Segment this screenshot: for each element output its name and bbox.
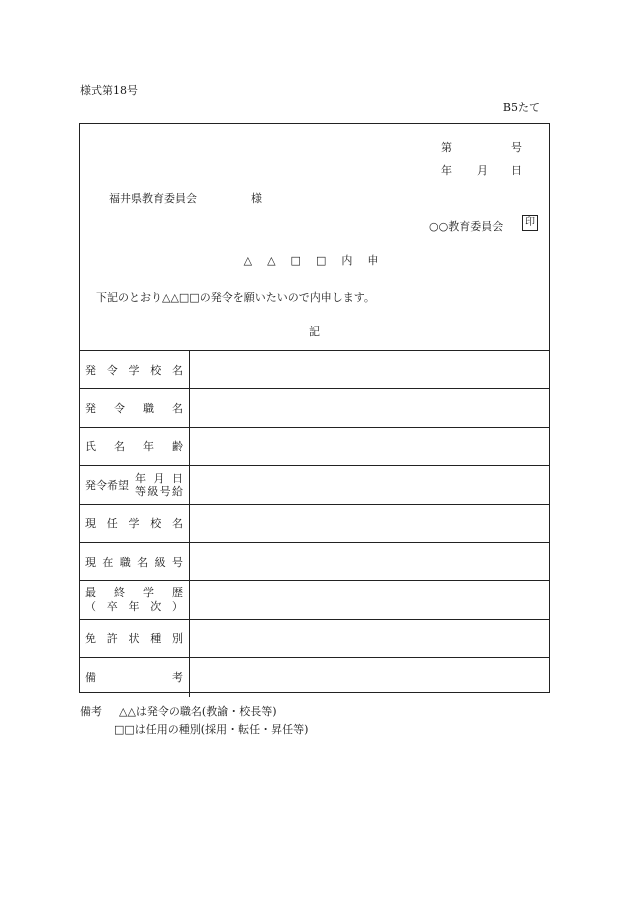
row-value[interactable] [190, 658, 549, 696]
row-value[interactable] [190, 466, 549, 503]
row-value[interactable] [190, 351, 549, 388]
row-label: 免 許 状 種 別 [85, 632, 183, 646]
table-row [80, 658, 549, 696]
seal-stamp: 印 [522, 215, 538, 231]
row-label-line2: （ 卒 年 次 ） [85, 600, 183, 614]
row-label [85, 472, 183, 498]
row-value[interactable] [190, 505, 549, 542]
honorific: 様 [251, 192, 262, 205]
table-row [80, 543, 549, 581]
notes-heading: 備考 [80, 705, 102, 718]
table-row [80, 620, 549, 658]
form-table [80, 351, 549, 697]
row-label-line1: 最 終 学 歴 [85, 586, 183, 600]
row-label-sub2: 等 級 号 給 [135, 484, 183, 498]
year-label: 年 [441, 164, 452, 177]
form-header [80, 124, 549, 351]
row-label: 備 考 [85, 671, 183, 685]
row-label-sub1: 年 月 日 [135, 471, 183, 485]
table-row [80, 581, 549, 619]
table-row [80, 351, 549, 389]
row-label: 発 令 学 校 名 [85, 363, 183, 377]
notes-line1: △△は発令の職名(教諭・校長等) [119, 705, 277, 718]
notes [80, 703, 308, 739]
paper-size-label: B5たて [502, 101, 540, 114]
row-value[interactable] [190, 581, 549, 618]
form-box [79, 123, 550, 693]
row-label: 氏 名 年 齢 [85, 440, 183, 454]
row-value[interactable] [190, 543, 549, 580]
sender: ○○教育委員会 [429, 220, 504, 233]
body-text: 下記のとおり△△□□の発令を願いたいので内申します。 [96, 291, 375, 304]
table-row [80, 466, 549, 504]
row-label-main: 発令希望 [85, 478, 129, 492]
row-label: 発 令 職 名 [85, 402, 183, 416]
row-value[interactable] [190, 620, 549, 657]
table-row [80, 389, 549, 427]
notes-line2: □□は任用の種別(採用・転任・昇任等) [114, 723, 309, 736]
ki-label: 記 [309, 325, 320, 338]
form-number: 様式第18号 [80, 84, 138, 97]
row-label: 現 任 学 校 名 [85, 517, 183, 531]
day-label: 日 [511, 164, 522, 177]
row-value[interactable] [190, 389, 549, 426]
number-suffix: 号 [511, 141, 522, 154]
number-prefix: 第 [441, 141, 452, 154]
document-title-text: △△□□内申 [243, 254, 394, 267]
table-row [80, 505, 549, 543]
addressee: 福井県教育委員会 [109, 192, 197, 205]
table-row [80, 428, 549, 466]
row-value[interactable] [190, 428, 549, 465]
month-label: 月 [477, 164, 488, 177]
row-label [85, 586, 183, 614]
document-title [80, 252, 549, 268]
row-label: 現 在 職 名 級 号 [85, 555, 183, 569]
